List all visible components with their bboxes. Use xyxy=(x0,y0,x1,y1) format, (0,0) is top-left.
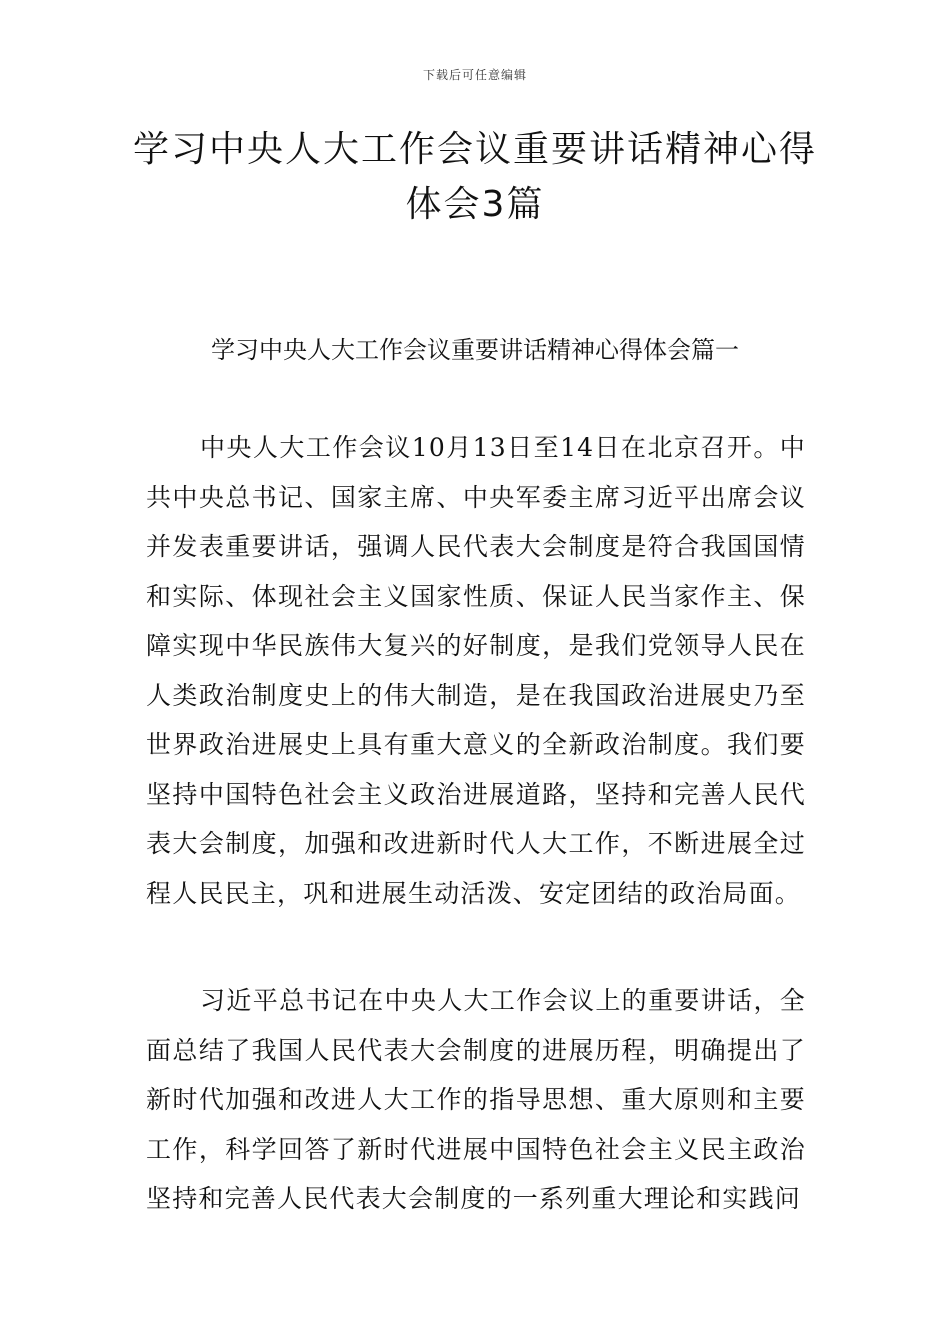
section-subtitle: 学习中央人大工作会议重要讲话精神心得体会篇一 xyxy=(211,336,739,364)
body-paragraph: 习近平总书记在中央人大工作会议上的重要讲话，全面总结了我国人民代表大会制度的进展历程，明确提出了新时代加强和改进人大工作的指导思想、重大原则和主要工作，科学回答了新时代进展中国特色社会主义民主政治坚持和完善人民代表大会制度的一系列重大理论和实践问 xyxy=(146,986,806,1213)
document-title: 学习中央人大工作会议重要讲话精神心得体会3篇 xyxy=(132,129,817,225)
header-note: 下载后可任意编辑 xyxy=(422,68,527,82)
body-paragraph: 中央人大工作会议10月13日至14日在北京召开。中共中央总书记、国家主席、中央军委主席习近平出席会议并发表重要讲话，强调人民代表大会制度是符合我国国情和实际、体现社会主义国家性质、保证人民当家作主、保障实现中华民族伟大复兴的好制度，是我们党领导人民在人类政治制度史上的伟大制造，是在我国政治进展史乃至世界政治进展史上具有重大意义的全新政治制度。我们要坚持中国特色社会主义政治进展道路，坚持和完善人民代表大会制度，加强和改进新时代人大工作，不断进展全过程人民民主，巩和进展生动活泼、安定团结的政治局面。 xyxy=(146,433,806,908)
